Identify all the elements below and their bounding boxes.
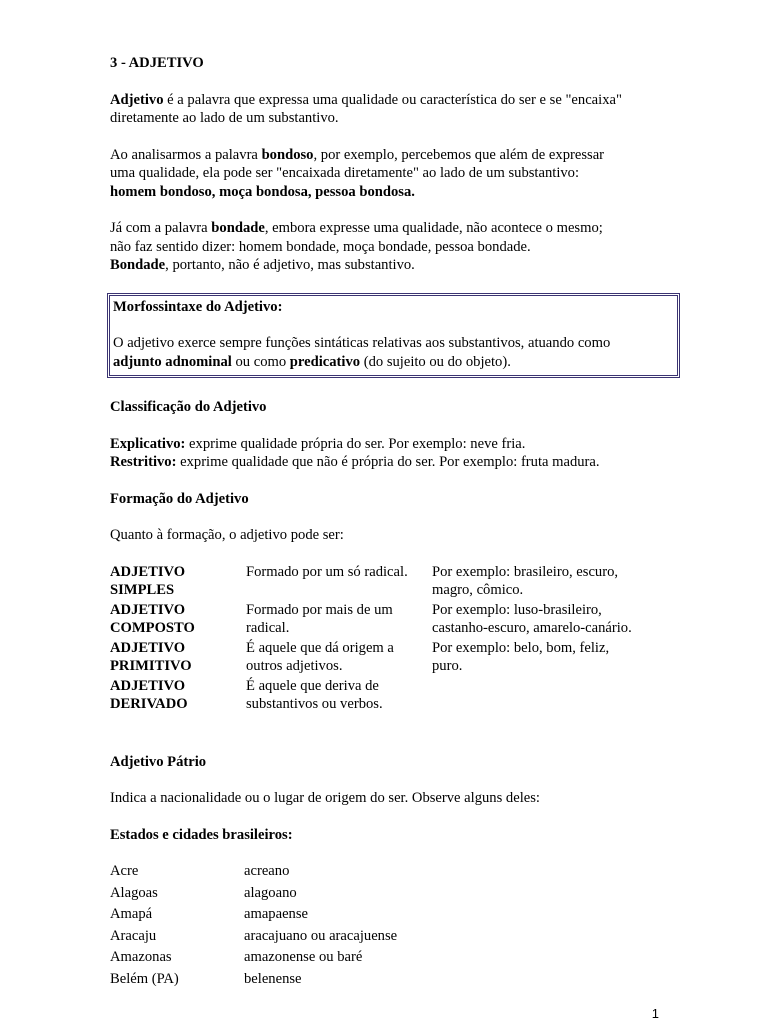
table-cell <box>246 563 432 601</box>
cell-text: Por exemplo: belo, bom, feliz, <box>432 639 610 656</box>
formacao-table <box>110 563 652 715</box>
formacao-title: Formação do Adjetivo <box>110 490 249 507</box>
table-cell <box>110 601 246 639</box>
section-heading: 3 - ADJETIVO <box>110 55 204 71</box>
table-cell: Amapá <box>110 906 153 922</box>
cell-text: É aquele que dá origem a <box>246 639 394 656</box>
cell-text: magro, cômico. <box>432 582 524 598</box>
table-row <box>110 970 397 992</box>
table-cell <box>110 639 246 677</box>
box-text: O adjetivo exerce sempre funções sintáticas relativas aos substantivos, atuando como adjunto adnominal ou como predicativo (do sujeito ou do objeto). <box>113 335 611 370</box>
cell-text: puro. <box>432 658 463 674</box>
table-cell: Acre <box>110 863 139 879</box>
cell-text: radical. <box>246 620 290 636</box>
patrio-title: Adjetivo Pátrio <box>110 753 207 770</box>
bondoso-paragraph: Ao analisarmos a palavra bondoso, por exemplo, percebemos que além de expressar uma qualidade, ela pode ser "encaixada diretamente" ao lado de um substantivo: homem bondoso, moça bondosa, pessoa bondosa. <box>110 146 605 200</box>
cell-text: COMPOSTO <box>110 620 195 636</box>
term-adjetivo: Adjetivo <box>110 91 164 108</box>
table-row <box>110 905 397 927</box>
cell-text: Formado por mais de um <box>246 601 393 618</box>
table-cell <box>432 563 652 601</box>
cell-text: Formado por um só radical. <box>246 563 408 580</box>
cell-text: Por exemplo: brasileiro, escuro, <box>432 563 619 580</box>
cell-text: ADJETIVO <box>110 677 186 694</box>
cell-text: ADJETIVO <box>110 639 186 656</box>
table-row <box>110 563 652 601</box>
table-cell: aracajuano ou aracajuense <box>244 927 398 944</box>
table-row <box>110 884 397 906</box>
table-cell: amazonense ou baré <box>244 949 363 965</box>
cell-text: SIMPLES <box>110 582 175 598</box>
table-row <box>110 677 652 715</box>
cell-text: ADJETIVO <box>110 601 186 618</box>
table-cell <box>246 677 432 715</box>
table-row <box>110 862 397 884</box>
table-cell <box>246 639 432 677</box>
document-page <box>110 54 670 991</box>
table-row <box>110 927 397 949</box>
table-cell <box>110 563 246 601</box>
table-cell <box>432 639 652 677</box>
cell-text: castanho-escuro, amarelo-canário. <box>432 620 632 636</box>
patrio-intro: Indica a nacionalidade ou o lugar de origem do ser. Observe alguns deles: <box>110 790 540 806</box>
formacao-intro: Quanto à formação, o adjetivo pode ser: <box>110 527 344 543</box>
table-cell: amapaense <box>244 906 309 922</box>
table-cell <box>432 601 652 639</box>
table-cell <box>110 677 246 715</box>
cell-text: substantivos ou verbos. <box>246 696 383 712</box>
classificacao-title: Classificação do Adjetivo <box>110 399 267 415</box>
classificacao-list: Explicativo: exprime qualidade própria do ser. Por exemplo: neve fria. Restritivo: exprime qualidade que não é própria do ser. Por exemplo: fruta madura. <box>110 435 600 470</box>
cell-text: ADJETIVO <box>110 563 186 580</box>
table-row <box>110 948 397 970</box>
patrio-table <box>110 862 397 991</box>
cell-text: Por exemplo: luso-brasileiro, <box>432 601 602 618</box>
cell-text: PRIMITIVO <box>110 658 192 674</box>
cell-text: DERIVADO <box>110 696 188 712</box>
table-cell <box>246 601 432 639</box>
table-cell <box>432 677 652 715</box>
patrio-subtitle: Estados e cidades brasileiros: <box>110 826 293 843</box>
table-cell: belenense <box>244 970 302 987</box>
table-cell: Belém (PA) <box>110 970 179 987</box>
page-number: 1 <box>651 1006 659 1021</box>
table-cell: alagoano <box>244 884 297 901</box>
table-cell: Alagoas <box>110 884 158 901</box>
definition-paragraph: Adjetivo é a palavra que expressa uma qualidade ou característica do ser e se "encaixa" diretamente ao lado de um substantivo. <box>110 91 622 126</box>
table-row <box>110 639 652 677</box>
bondade-paragraph: Já com a palavra bondade, embora expresse uma qualidade, não acontece o mesmo; não faz sentido dizer: homem bondade, moça bondade, pessoa bondade. Bondade, portanto, não é adjetivo, mas substantivo. <box>110 220 603 273</box>
morfossintaxe-box <box>107 293 680 379</box>
table-cell: Aracaju <box>110 927 157 944</box>
cell-text: É aquele que deriva de <box>246 677 379 694</box>
cell-text: outros adjetivos. <box>246 658 343 674</box>
table-cell: Amazonas <box>110 949 172 965</box>
table-cell: acreano <box>244 863 290 879</box>
box-title: Morfossintaxe do Adjetivo: <box>113 298 283 315</box>
table-row <box>110 601 652 639</box>
